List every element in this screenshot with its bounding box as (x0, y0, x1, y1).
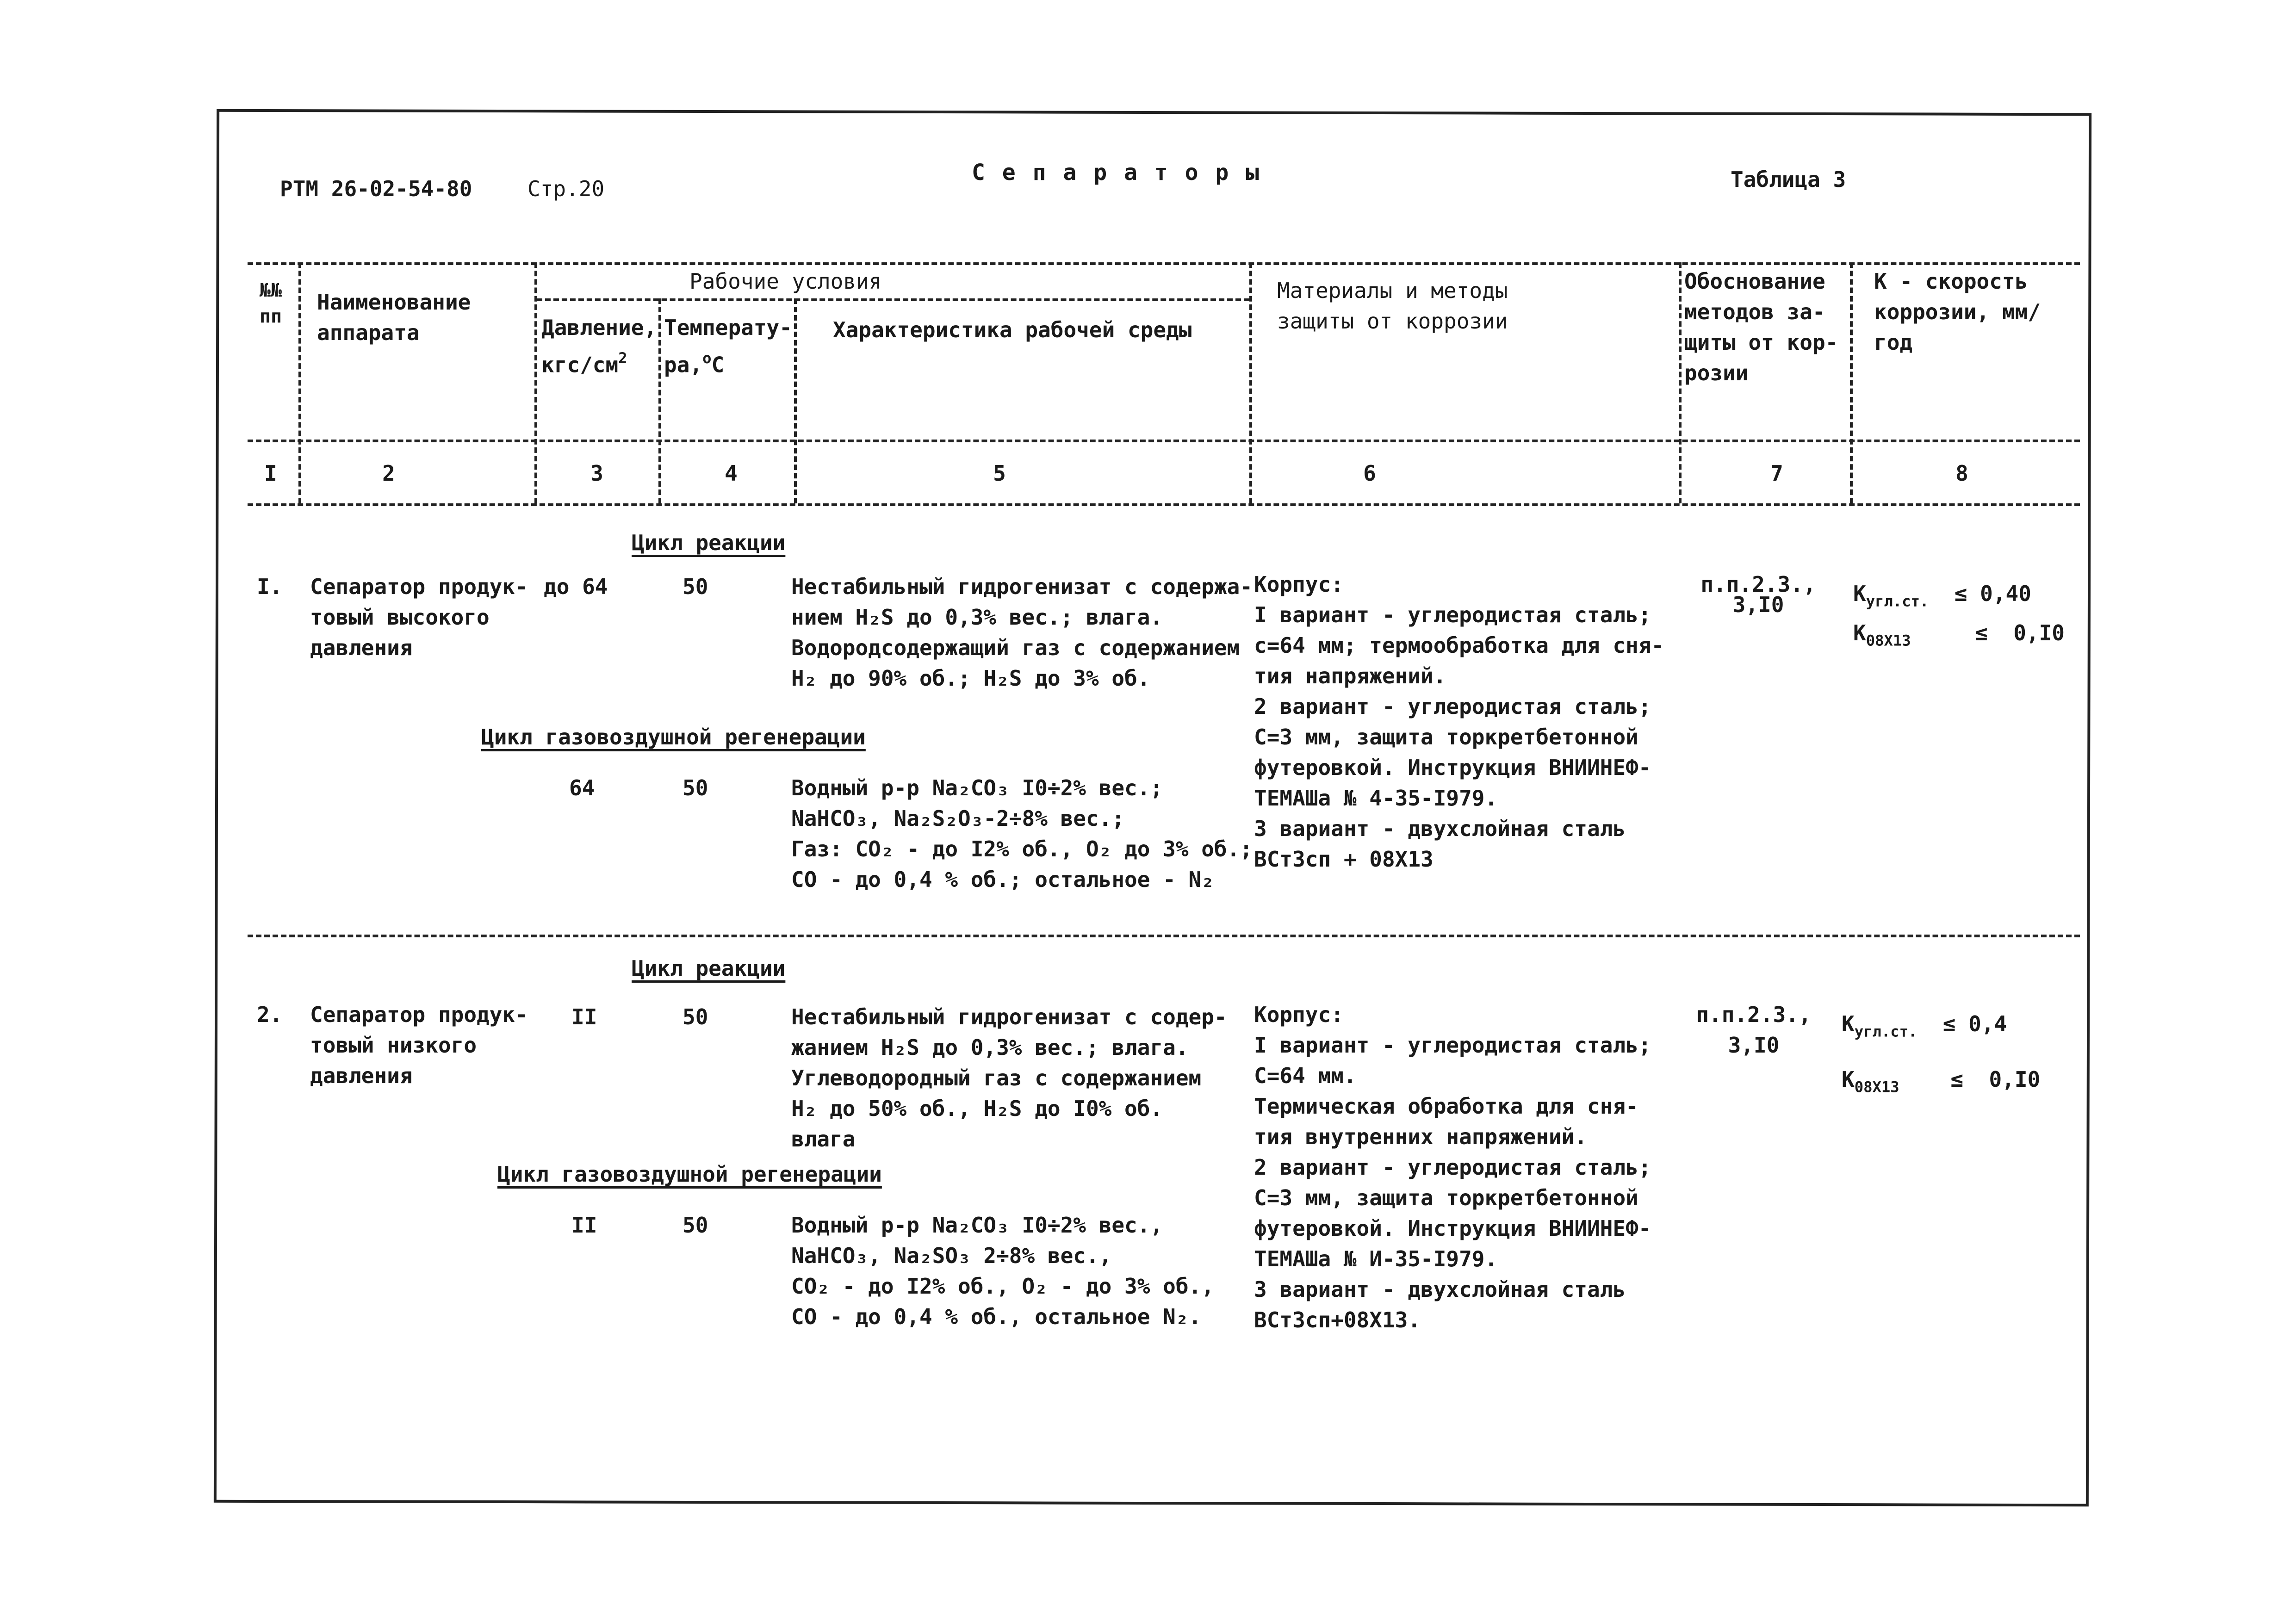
corrosion-rate-carbon: $K_{угл.ст.} \le 0,40$ (1853, 581, 2031, 610)
col-name-header: Наименование аппарата (317, 290, 471, 345)
medium-description: Нестабильный гидрогенизат с содер- жанием H₂S до 0,3% вес.; влага. Углеводородный газ с содержанием H₂ до 50% об., H₂S до I0% об. влага (791, 1004, 1227, 1152)
working-conditions-header: Рабочие условия (689, 269, 882, 294)
col-number-1: I (264, 461, 277, 486)
justification-ref: п.п.2.3., 3,I0 (1696, 1002, 1812, 1058)
doc-code: РТМ 26-02-54-80 (280, 176, 472, 201)
apparatus-name: Сепаратор продук- товый низкого давления (310, 1002, 528, 1088)
apparatus-name: Сепаратор продук- товый высокого давления (310, 574, 528, 660)
row-separator (248, 935, 2080, 937)
col-rate-header: К - скорость коррозии, мм/год (1874, 269, 2041, 355)
cycle-label-reaction: Цикл реакции (632, 956, 786, 981)
col-materials-header: Материалы и методы защиты от коррозии (1277, 278, 1508, 334)
col-number-6: 6 (1363, 461, 1376, 486)
col-number-7: 7 (1770, 461, 1783, 486)
protection-materials: Корпус: I вариант - углеродистая сталь; c=64 мм; термообработка для сня- тия напряжений. 2 вариант - углеродистая сталь; C=3 мм, защита торкретбетонной футеровкой. Инструкция ВНИИНЕФ- ТЕМАШа № 4-35-I979. 3 вариант - двухслойная сталь ВСт3сп + 08Х13 (1254, 572, 1664, 872)
medium-description: Водный р-р Na₂CO₃ I0÷2% вес., NaHCO₃, Na₂SO₃ 2÷8% вес., CO₂ - до I2% об., O₂ - до 3% об., CO - до 0,4 % об., остальное N₂. (791, 1213, 1214, 1329)
cycle-label-regeneration: Цикл газовоздушной регенерации (497, 1162, 882, 1187)
temperature-value: 50 (683, 1213, 708, 1238)
header-mid-rule (248, 440, 2080, 442)
temperature-value: 50 (683, 1004, 708, 1029)
page-number: Стр.20 (527, 176, 605, 201)
temperature-value: 50 (683, 775, 708, 800)
corrosion-rate-08x13: $K_{08Х13}$ ≤ 0,I0 (1853, 620, 2065, 650)
pressure-value: II (571, 1213, 597, 1238)
pressure-value: 64 (569, 775, 595, 800)
col-divider-3 (658, 298, 661, 503)
medium-description: Нестабильный гидрогенизат с содержа- нием H₂S до 0,3% вес.; влага. Водородсодержащий газ с содержанием H₂ до 90% об.; H₂S до 3% об. (791, 574, 1253, 691)
header-bottom-rule (248, 503, 2080, 506)
col-divider-4 (794, 298, 797, 503)
col-number-8: 8 (1955, 461, 1968, 486)
col-number-4: 4 (725, 461, 738, 486)
col-no-header: №№ пп (259, 280, 282, 327)
justification-ref: п.п.2.3., 3,I0 (1700, 572, 1816, 617)
medium-description: Водный р-р Na₂CO₃ I0÷2% вес.; NaHCO₃, Na₂S₂O₃-2÷8% вес.; Газ: CO₂ - до I2% об., O₂ до 3% об.; CO - до 0,4 % об.; остальное - N₂ (791, 775, 1253, 892)
table-number: Таблица 3 (1731, 167, 1846, 192)
header-top-rule (248, 262, 2080, 265)
col-pressure-header: Давление, кгс/$см^2$ (541, 315, 657, 378)
col-divider-2 (534, 262, 537, 503)
conditions-rule (537, 298, 1249, 301)
col-divider-6 (1679, 262, 1682, 503)
table-title: С е п а р а т о р ы (972, 160, 1261, 186)
col-divider-7 (1850, 262, 1853, 503)
cycle-label-regeneration: Цикл газовоздушной регенерации (481, 725, 866, 750)
corrosion-rate-08x13: $K_{08Х13}$ ≤ 0,I0 (1842, 1067, 2041, 1096)
col-justification-header: Обоснование методов за- щиты от кор- розии (1684, 269, 1838, 385)
pressure-value: II (571, 1004, 597, 1029)
col-medium-header: Характеристика рабочей среды (833, 317, 1192, 342)
col-divider-5 (1249, 262, 1252, 503)
col-temperature-header: Температу- ра,$^о$С (664, 315, 792, 378)
row-index: 2. (257, 1002, 283, 1027)
temperature-value: 50 (683, 574, 708, 599)
col-divider-1 (298, 262, 301, 503)
corrosion-rate-carbon: $K_{угл.ст.} \le 0,4$ (1842, 1011, 2007, 1041)
pressure-value: до 64 (544, 574, 608, 599)
col-number-3: 3 (590, 461, 603, 486)
cycle-label-reaction: Цикл реакции (632, 530, 786, 555)
row-index: I. (257, 574, 283, 599)
col-number-5: 5 (993, 461, 1006, 486)
protection-materials: Корпус: I вариант - углеродистая сталь; C=64 мм. Термическая обработка для сня- тия внутренних напряжений. 2 вариант - углеродистая сталь; C=3 мм, защита торкретбетонной футеровкой. Инструкция ВНИИНЕФ- ТЕМАШа № И-35-I979. 3 вариант - двухслойная сталь ВСт3сп+08Х13. (1254, 1002, 1651, 1332)
col-number-2: 2 (382, 461, 395, 486)
